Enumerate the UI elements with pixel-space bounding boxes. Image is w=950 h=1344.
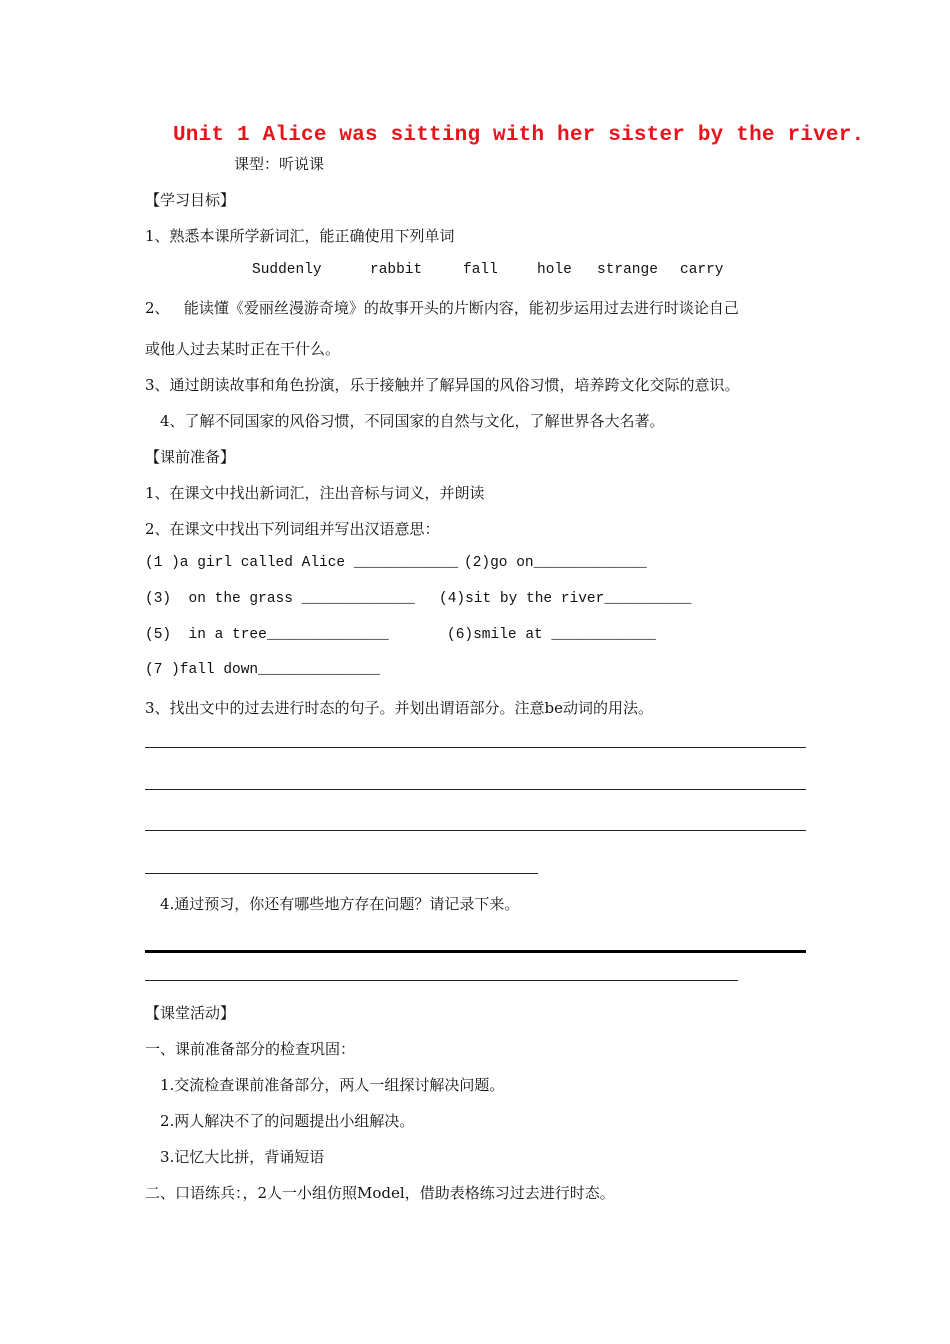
divider-thick	[145, 950, 806, 953]
lesson-type: 课型：听说课	[234, 155, 325, 173]
activity-section-2: 二、口语练兵：，2人一小组仿照Model，借助表格练习过去进行时态。	[145, 1184, 615, 1202]
answer-line	[145, 873, 538, 874]
vocab-word: strange	[597, 262, 658, 278]
answer-line	[145, 747, 806, 748]
prep-item-4: 4.通过预习，你还有哪些地方存在问题？请记录下来。	[160, 895, 520, 913]
prep-item-3: 3、找出文中的过去进行时态的句子。并划出谓语部分。注意be动词的用法。	[145, 699, 654, 717]
goal-item-4: 4、了解不同国家的风俗习惯，不同国家的自然与文化，了解世界各大名著。	[160, 412, 665, 430]
phrase-2: (2)go on_____________	[464, 555, 647, 571]
goal-item-3: 3、通过朗读故事和角色扮演，乐于接触并了解异国的风俗习惯，培养跨文化交际的意识。	[145, 376, 740, 394]
phrase-1: (1 )a girl called Alice ____________	[145, 555, 459, 571]
phrase-3: (3) on the grass _____________	[145, 591, 415, 607]
prep-item-2: 2、在课文中找出下列词组并写出汉语意思：	[145, 520, 440, 538]
vocab-word: fall	[463, 262, 498, 278]
answer-line	[145, 789, 806, 790]
answer-line	[145, 980, 738, 981]
vocab-word: Suddenly	[252, 262, 322, 278]
activity-item-3: 3.记忆大比拼，背诵短语	[160, 1148, 325, 1166]
activity-item-1: 1.交流检查课前准备部分，两人一组探讨解决问题。	[160, 1076, 505, 1094]
phrase-4: (4)sit by the river__________	[439, 591, 692, 607]
prep-heading: 【课前准备】	[145, 448, 236, 466]
vocab-word: carry	[680, 262, 724, 278]
goal-item-2-line-1: 2、 能读懂《爱丽丝漫游奇境》的故事开头的片断内容，能初步运用过去进行时谈论自己	[145, 299, 739, 317]
activity-item-2: 2.两人解决不了的问题提出小组解决。	[160, 1112, 415, 1130]
phrase-6: (6)smile at ____________	[447, 627, 656, 643]
vocab-word: rabbit	[370, 262, 423, 278]
phrase-5: (5) in a tree______________	[145, 627, 389, 643]
goals-heading: 【学习目标】	[145, 191, 236, 209]
page-title: Unit 1 Alice was sitting with her sister by the river.	[173, 124, 865, 147]
activity-heading: 【课堂活动】	[145, 1004, 236, 1022]
vocab-word: hole	[537, 262, 572, 278]
answer-line	[145, 830, 806, 831]
goal-item-2-line-2: 或他人过去某时正在干什么。	[145, 340, 341, 358]
phrase-7: (7 )fall down______________	[145, 662, 380, 678]
activity-section-1: 一、课前准备部分的检查巩固：	[145, 1040, 356, 1058]
prep-item-1: 1、在课文中找出新词汇，注出音标与词义，并朗读	[145, 484, 485, 502]
goal-item-1: 1、熟悉本课所学新词汇，能正确使用下列单词	[145, 227, 455, 245]
